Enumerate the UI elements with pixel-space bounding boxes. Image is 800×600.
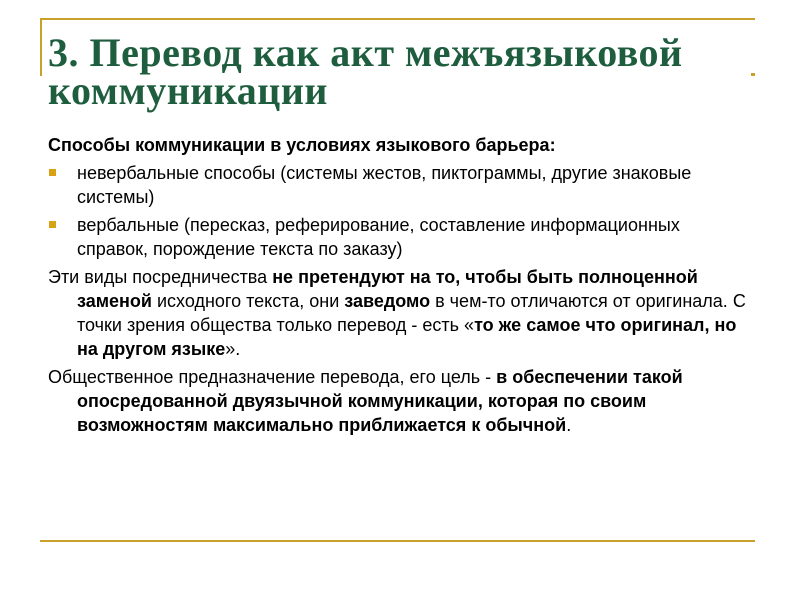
square-bullet-icon: [49, 169, 56, 176]
para1-text-3: в чем-то отличаются от оригинала. С точки зрения общества только перевод - есть «: [77, 291, 746, 335]
paragraph-mediation: [48, 265, 748, 361]
bullet-text: невербальные способы (системы жестов, пиктограммы, другие знаковые системы): [77, 163, 692, 207]
bottom-rule: [40, 540, 755, 542]
paragraph-purpose: [48, 365, 748, 437]
left-rule: [40, 18, 42, 76]
para2-text-2: .: [566, 415, 572, 435]
para2-emphasis: в обеспечении такой опосредованной двуязычной коммуникации, которая по своим возможностям максимально приближается к обычной: [77, 367, 683, 435]
bullet-item: [48, 213, 748, 261]
top-rule: [40, 18, 755, 20]
para1-emphasis-2: заведомо: [344, 291, 431, 311]
para2-text-1: Общественное предназначение перевода, его цель -: [48, 367, 497, 387]
slide-title: 3. Перевод как акт межъязыковой коммуникации: [48, 30, 683, 113]
corner-mark: [751, 73, 755, 76]
para1-emphasis-1: не претендуют на то, чтобы быть полноценной заменой: [77, 267, 698, 311]
bullet-item: [48, 161, 748, 209]
square-bullet-icon: [49, 221, 56, 228]
slide-body: [48, 133, 748, 441]
bullet-text: вербальные (пересказ, реферирование, составление информационных справок, порождение текста по заказу): [77, 215, 680, 259]
para1-emphasis-3: то же самое что оригинал, но на другом языке: [77, 315, 737, 359]
para1-text-2: исходного текста, они: [151, 291, 345, 311]
para1-text-4: ».: [225, 339, 241, 359]
lead-text: Способы коммуникации в условиях языкового барьера:: [48, 135, 556, 155]
bullet-list: [48, 161, 748, 261]
para1-text-1: Эти виды посредничества: [48, 267, 273, 287]
